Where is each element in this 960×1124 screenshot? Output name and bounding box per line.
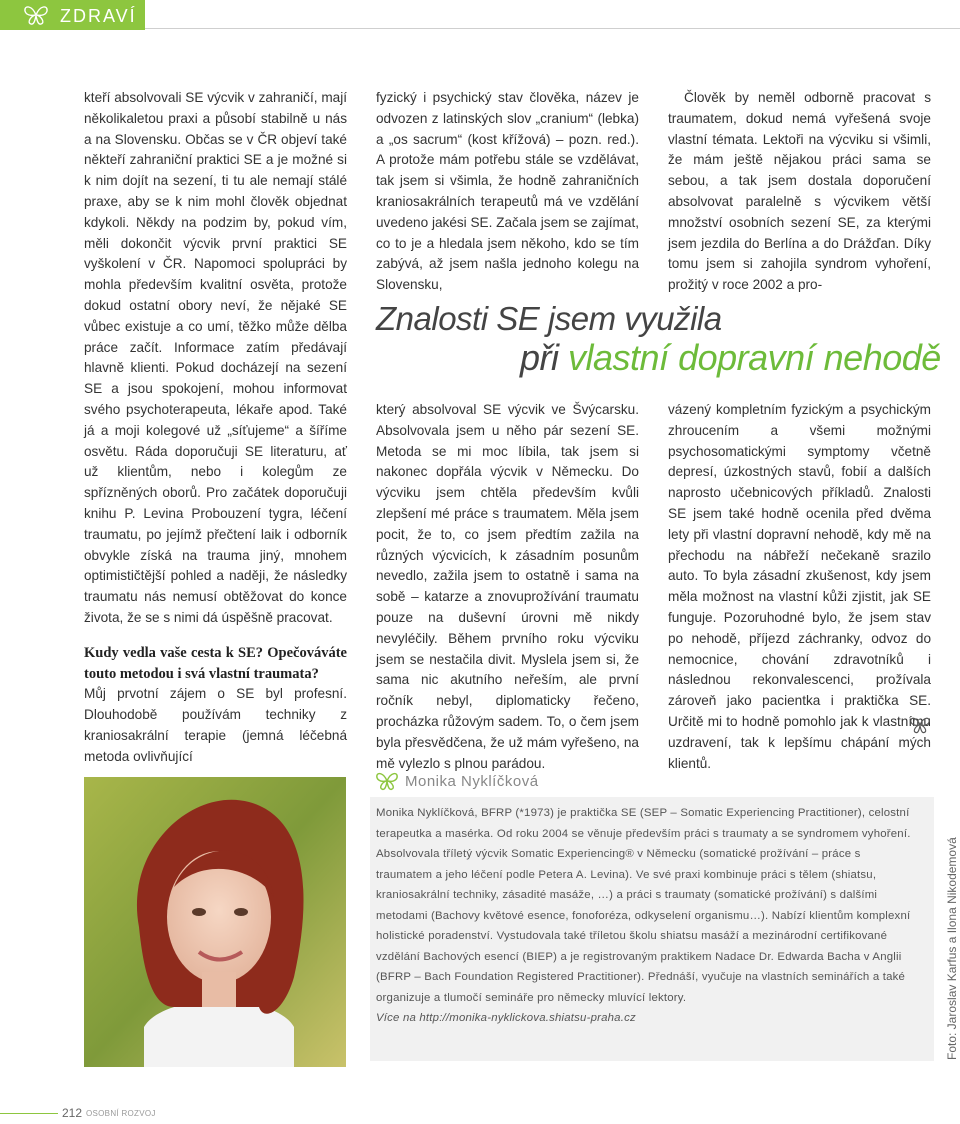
pullquote-line-1: Znalosti SE jsem využila: [376, 300, 722, 337]
column-2-top-paragraph: fyzický i psychický stav člověka, název je odvozen z latinských slov „cranium“ (lebka) a „os sacrum“ (kost křížová) – pozn. red.). A protože mám potřebu stále se vzdělávat, tak jsem si všimla, že hodně zahraničních kraniosakrálních terapeutů má ve vzdělání uvedeno jakési SE. Začala jsem se zajímat, co to je a hledala jsem někoho, kdo se tím zabývá, až jsem našla jednoho kolegu na Slovensku,: [376, 90, 639, 293]
bio-name-heading: Monika Nyklíčková: [405, 773, 539, 790]
column-3-top: [668, 88, 931, 296]
column-1-answer: Můj prvotní zájem o SE byl profesní. Dlouhodobě používám techniky z kraniosakrální terapie (jemná léčebná metoda ovlivňující: [84, 686, 347, 764]
section-title: ZDRAVÍ: [60, 6, 137, 26]
section-header-bar: [0, 0, 145, 30]
column-3-bottom-paragraph: vázený kompletním fyzickým a psychickým zhroucením a všemi možnými psychosomatickými symptomy včetně depresí, úzkostných stavů, fobií a dalších naprosto učebnicových příkladů. Znalosti SE jsem také hodně ocenila před dvěma lety při vlastní dopravní nehodě, kdy mě na přechodu na nábřeží nečekaně srazilo auto. To byla zásadní zkušenost, kdy jsem měla možnost na vlastní kůži zjistit, jak SE funguje. Pozoruhodné bylo, že jsem stav po nehodě, příjezd záchranky, odvoz do nemocnice, chování zdravotníků i následnou rekonvalescenci, prožívala zároveň jako pacientka i praktička SE. Určitě mi to hodně pomohlo jak k vlastnímu uzdravení, tak k lepšímu chápání mých klientů.: [668, 402, 931, 771]
bio-text-block: [376, 803, 918, 1029]
bio-website-link[interactable]: Více na http://monika-nyklickova.shiatsu-praha.cz: [376, 1012, 636, 1024]
column-3-top-paragraph: Člověk by neměl odborně pracovat s traumatem, dokud nemá vyřešená svoje vlastní témata. Lektoři na výcviku si všimli, že mám ještě nějakou práci sama se sebou, a tak jsem dostala doporučení absolvovat paralelně s výcvikem větší množství osobních sezení SE, za kterými jsem jezdila do Berlína a do Drážďan. Díky tomu jsem si zahojila syndrom vyhoření, prožitý v roce 2002 a pro-: [668, 90, 931, 293]
pullquote-highlight: vlastní dopravní nehodě: [568, 337, 941, 378]
pullquote-prefix: při: [520, 337, 569, 378]
bio-text: Monika Nyklíčková, BFRP (*1973) je praktička SE (SEP – Somatic Experiencing Practitioner), celostní terapeutka a masérka. Od roku 2004 se věnuje především práci s traumaty a se syndromem vyhoření. Absolvovala tříletý výcvik Somatic Experiencing® v Německu (somatické prožívání – práce s traumatem a jeho léčení podle Petera A. Levina). Ve své praxi kombinuje práci s tělem (shiatsu, kraniosakrální techniky, zásadité masáže, …) a práci s traumaty (somatické prožívání) s dalšími metodami (Bachovy květové esence, fonoforéza, odkyselení organismu…). Nabízí klientům komplexní holistické poradenství. Vystudovala také tříletou školu shiatsu masáží a mezinárodní certifikované vzdělání Bachových esencí (BIEP) a je registrovaným praktikem Nadace Dr. Edwarda Bacha v Anglii (BFRP – Bach Foundation Registered Practitioner). Přednáší, vyučuje na vlastních seminářích a také organizuje a tlumočí semináře pro německy mluvící lektory.: [376, 807, 911, 1004]
column-2-bottom-paragraph: který absolvoval SE výcvik ve Švýcarsku. Absolvovala jsem u něho pár sezení SE. Metoda se mi moc líbila, tak jsem si nakonec dopřála výcvik v Německu. Do výcviku jsem chtěla především kvůli zlepšení mé práce s traumatem. Měla jsem pocit, že to, co jsem předtím zažila na různých výcvicích, k zásadním posunům nevedlo, zažila jsem to ostatně i sama na sobě – katarze a znovuprožívání traumatu pouze na duševní úrovni mě nikdy nevyléčily. Během prvního roku výcviku jsem se nestačila divit. Myslela jsem si, že sama nic akutního neřeším, ale první ročník nebyl, diplomaticky řečeno, procházka růžovým sadem. To, o čem jsem byla přesvědčena, že už mám vyřešeno, na mě vylezlo s plnou parádou.: [376, 402, 639, 771]
column-2-bottom: [376, 400, 639, 774]
page-number-rule: [0, 1113, 58, 1114]
column-2-top: [376, 88, 639, 296]
interview-question: Kudy vedla vaše cesta k SE? Opečováváte touto metodou i svá vlastní traumata?: [84, 644, 347, 682]
pullquote-line-2: [520, 337, 941, 379]
column-1: [84, 88, 347, 768]
butterfly-icon: [22, 3, 50, 27]
page-number: 212: [62, 1106, 83, 1120]
butterfly-end-icon: [908, 715, 932, 735]
portrait-photo: [84, 777, 346, 1067]
photo-credit: Foto: Jaroslav Karfus a Ilona Nikodemová: [945, 837, 959, 1060]
footer-section: OSOBNÍ ROZVOJ: [86, 1109, 156, 1118]
butterfly-bio-icon: [374, 770, 400, 792]
column-3-bottom: [668, 400, 931, 774]
header-rule: [145, 28, 960, 29]
column-1-paragraph: kteří absolvovali SE výcvik v zahraničí, mají několikaletou praxi a působí stabilně u nás a na Slovensku. Občas se v ČR objeví také někteří zahraniční praktici SE a je možné si k nim dojít na sezení, ti tu ale nemají stálé praxe, aby se k nim mohl člověk objednat kdykoli. Někdy na podzim by, pokud vím, měli dokončit výcvik první praktici SE vyškolení v ČR. Napomoci spolupráci by mohla především kvalitní osvěta, protože dokud ostatní obory neví, že nějaké SE vůbec existuje a co umí, těžko může dělba práce začít. Informace zatím předávají hlavně klienti. Pokud docházejí na sezení SE a jsou spokojení, mohou informovat svého psychoterapeuta, lékaře apod. Také já a moji kolegové už „síťujeme“ a šíříme osvětu. Ráda doporučuji SE literaturu, ať už klientům, nebo i kolegům ze spřízněných oborů. Pro začátek doporučuji knihu P. Levina Probouzení tygra, léčení traumatu, po jejímž přečtení laik i odborník obvykle získá na trauma jiný, mnohem optimističtější pohled a naději, že následky traumatu nás nemusí obtěžovat do konce života, že se s nimi dá úspěšně pracovat.: [84, 90, 347, 625]
